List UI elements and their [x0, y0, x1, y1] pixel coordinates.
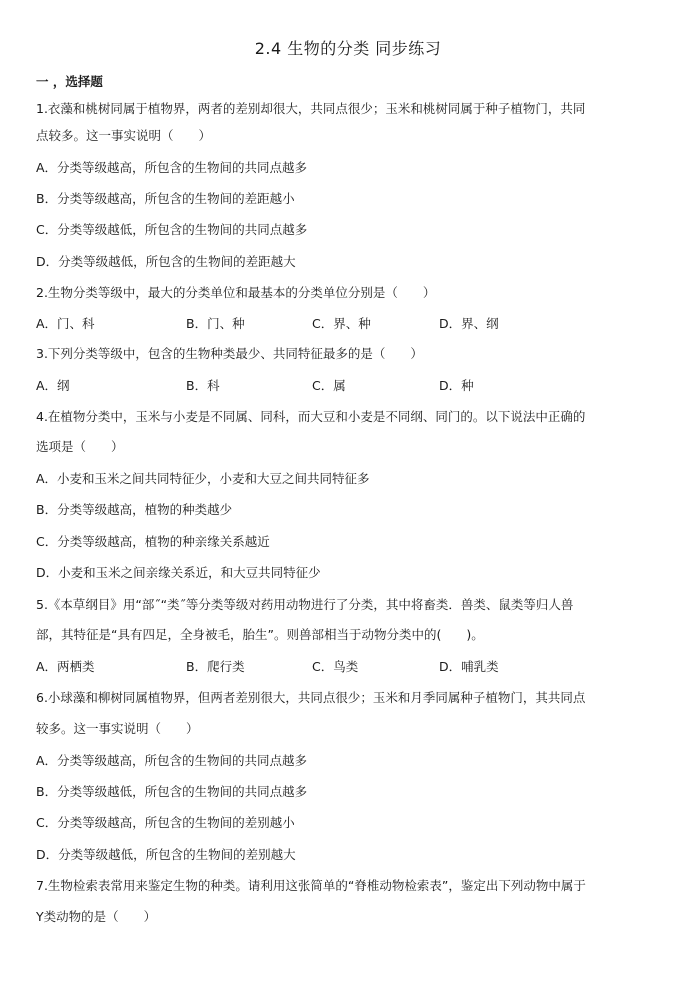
- question-4-line-1: 4.在植物分类中，玉米与小麦是不同属、同科，而大豆和小麦是不同纲、同门的。以下说法中正确的: [36, 409, 586, 424]
- question-3-option-b: B．科: [186, 378, 220, 393]
- question-5-line-2: 部，其特征是“具有四足，全身被毛，胎生”。则兽部相当于动物分类中的( )。: [36, 627, 484, 642]
- question-5-line-1: 5.《本草纲目》用“部˝“类˝等分类等级对药用动物进行了分类，其中将畜类．兽类、鼠类等归人兽: [36, 597, 574, 612]
- question-6-option-d: D．分类等级越低，所包含的生物间的差别越大: [36, 847, 296, 862]
- question-2-option-a: A．门、科: [36, 316, 95, 331]
- question-1-line-1: 1.衣藻和桃树同属于植物界，两者的差别却很大，共同点很少；玉米和桃树同属于种子植物门，共同: [36, 101, 586, 116]
- question-6-line-2: 较多。这一事实说明（ ）: [36, 721, 199, 736]
- question-4-option-c: C．分类等级越高，植物的种亲缘关系越近: [36, 534, 270, 549]
- question-3-line-1: 3.下列分类等级中，包含的生物种类最少、共同特征最多的是（ ）: [36, 346, 423, 361]
- question-1-line-2: 点较多。这一事实说明（ ）: [36, 128, 212, 143]
- section-heading: 一 ，选择题: [36, 74, 103, 89]
- question-4-option-d: D．小麦和玉米之间亲缘关系近，和大豆共同特征少: [36, 565, 321, 580]
- question-3-option-a: A．纲: [36, 378, 70, 393]
- page-title: 2.4 生物的分类 同步练习: [254, 39, 442, 58]
- question-2-option-c: C．界、种: [312, 316, 371, 331]
- question-1-option-a: A．分类等级越高，所包含的生物间的共同点越多: [36, 160, 308, 175]
- question-6-option-c: C．分类等级越高，所包含的生物间的差别越小: [36, 815, 295, 830]
- question-2-option-d: D．界、纲: [439, 316, 499, 331]
- question-5-option-a: A．两栖类: [36, 659, 95, 674]
- question-6-option-a: A．分类等级越高，所包含的生物间的共同点越多: [36, 753, 308, 768]
- question-1-option-b: B．分类等级越高，所包含的生物间的差距越小: [36, 191, 295, 206]
- question-1-option-c: C．分类等级越低，所包含的生物间的共同点越多: [36, 222, 308, 237]
- question-7-line-1: 7.生物检索表常用来鉴定生物的种类。请利用这张简单的“脊椎动物检索表”，鉴定出下列动物中属于: [36, 878, 586, 893]
- question-6-option-b: B．分类等级越低，所包含的生物间的共同点越多: [36, 784, 308, 799]
- question-2-option-b: B．门、种: [186, 316, 245, 331]
- question-3-option-c: C．属: [312, 378, 346, 393]
- question-2-line-1: 2.生物分类等级中，最大的分类单位和最基本的分类单位分别是（ ）: [36, 285, 436, 300]
- question-5-option-d: D．哺乳类: [439, 659, 499, 674]
- question-4-line-2: 选项是（ ）: [36, 439, 124, 454]
- question-1-option-d: D．分类等级越低，所包含的生物间的差距越大: [36, 254, 296, 269]
- question-4-option-a: A．小麦和玉米之间共同特征少，小麦和大豆之间共同特征多: [36, 471, 370, 486]
- question-3-option-d: D．种: [439, 378, 474, 393]
- question-5-option-c: C．鸟类: [312, 659, 359, 674]
- question-5-option-b: B．爬行类: [186, 659, 245, 674]
- question-7-line-2: Y类动物的是（ ）: [36, 909, 157, 924]
- question-4-option-b: B．分类等级越高，植物的种类越少: [36, 502, 233, 517]
- question-6-line-1: 6.小球藻和柳树同属植物界，但两者差别很大，共同点很少；玉米和月季同属种子植物门，其共同点: [36, 690, 586, 705]
